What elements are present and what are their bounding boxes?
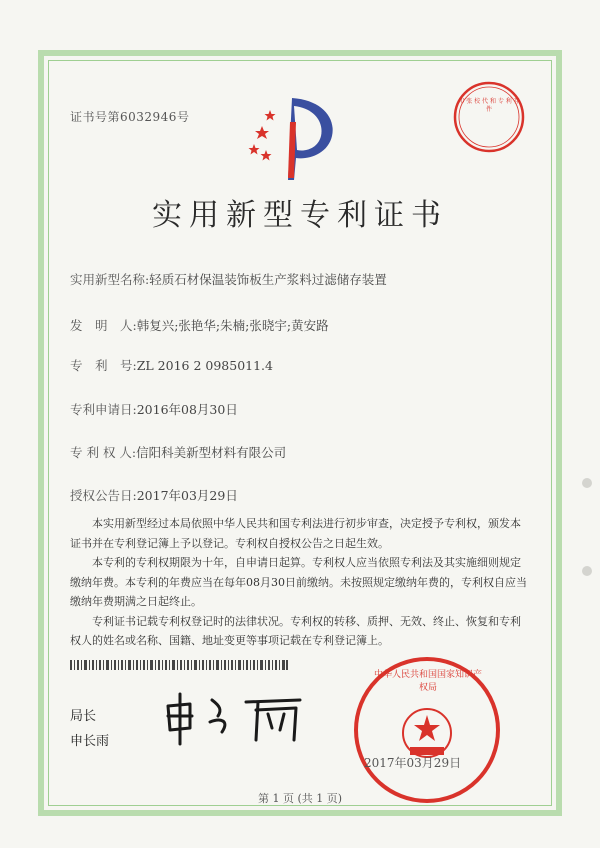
utility-model-name-value: 轻质石材保温装饰板生产浆料过滤储存装置 [149, 272, 387, 287]
seal-date: 2017年03月29日 [364, 756, 462, 770]
filing-date-row [70, 400, 238, 418]
certificate-title: 实用新型专利证书 [152, 198, 448, 233]
inventor-value: 韩复兴;张艳华;朱楠;张晓宇;黄安路 [136, 318, 329, 333]
binding-hole [582, 478, 592, 488]
barcode-icon [70, 660, 288, 670]
director-signature-icon [160, 688, 310, 748]
filing-date-value: 2016年08月30日 [136, 402, 238, 417]
cnipa-logo-icon [244, 92, 344, 184]
patentee-value: 信阳科美新型材料有限公司 [136, 445, 287, 460]
utility-model-name-row [70, 270, 387, 288]
patentee-label: 专 利 权 人: [70, 445, 137, 460]
grant-date-row [70, 486, 238, 504]
patent-number-row [70, 356, 273, 374]
agency-seal-icon [452, 80, 526, 154]
body-paragraph-1: 本实用新型经过本局依照中华人民共和国专利法进行初步审查，决定授予专利权，颁发本证书并在专利登记簿上予以登记。专利权自授权公告之日起生效。 [70, 517, 521, 550]
certificate-number: 证书号第6032946号 [70, 110, 190, 124]
filing-date-label: 专利申请日: [70, 402, 137, 417]
grant-date-label: 授权公告日: [70, 488, 137, 503]
cnipa-seal-text: 中华人民共和国国家知识产权局 [373, 670, 482, 693]
binding-hole [582, 566, 592, 576]
patent-number-label: 专 利 号: [70, 358, 137, 373]
director-title: 局长 [70, 709, 97, 724]
body-paragraph-2: 本专利的专利权期限为十年，自申请日起算。专利权人应当依照专利法及其实施细则规定缴纳年费。本专利的年费应当在每年08月30日前缴纳。未按照规定缴纳年费的，专利权自应当缴纳年费期满之日起终止。 [70, 556, 527, 608]
patentee-row [70, 443, 286, 461]
utility-model-name-label: 实用新型名称: [70, 272, 150, 287]
certificate-body [70, 514, 530, 651]
agency-seal-text: 印 张 校 代 和 专 利 存 件 [458, 98, 520, 113]
page-number: 第 1 页 (共 1 页) [257, 792, 343, 805]
patent-number-value: ZL 2016 2 0985011.4 [136, 358, 273, 373]
grant-date-value: 2017年03月29日 [136, 488, 238, 503]
inventor-label: 发 明 人: [70, 318, 137, 333]
director-name: 申长雨 [70, 734, 110, 749]
inventor-row [70, 316, 329, 334]
body-paragraph-3: 专利证书记载专利权登记时的法律状况。专利权的转移、质押、无效、终止、恢复和专利权人的姓名或名称、国籍、地址变更等事项记载在专利登记簿上。 [70, 614, 521, 647]
